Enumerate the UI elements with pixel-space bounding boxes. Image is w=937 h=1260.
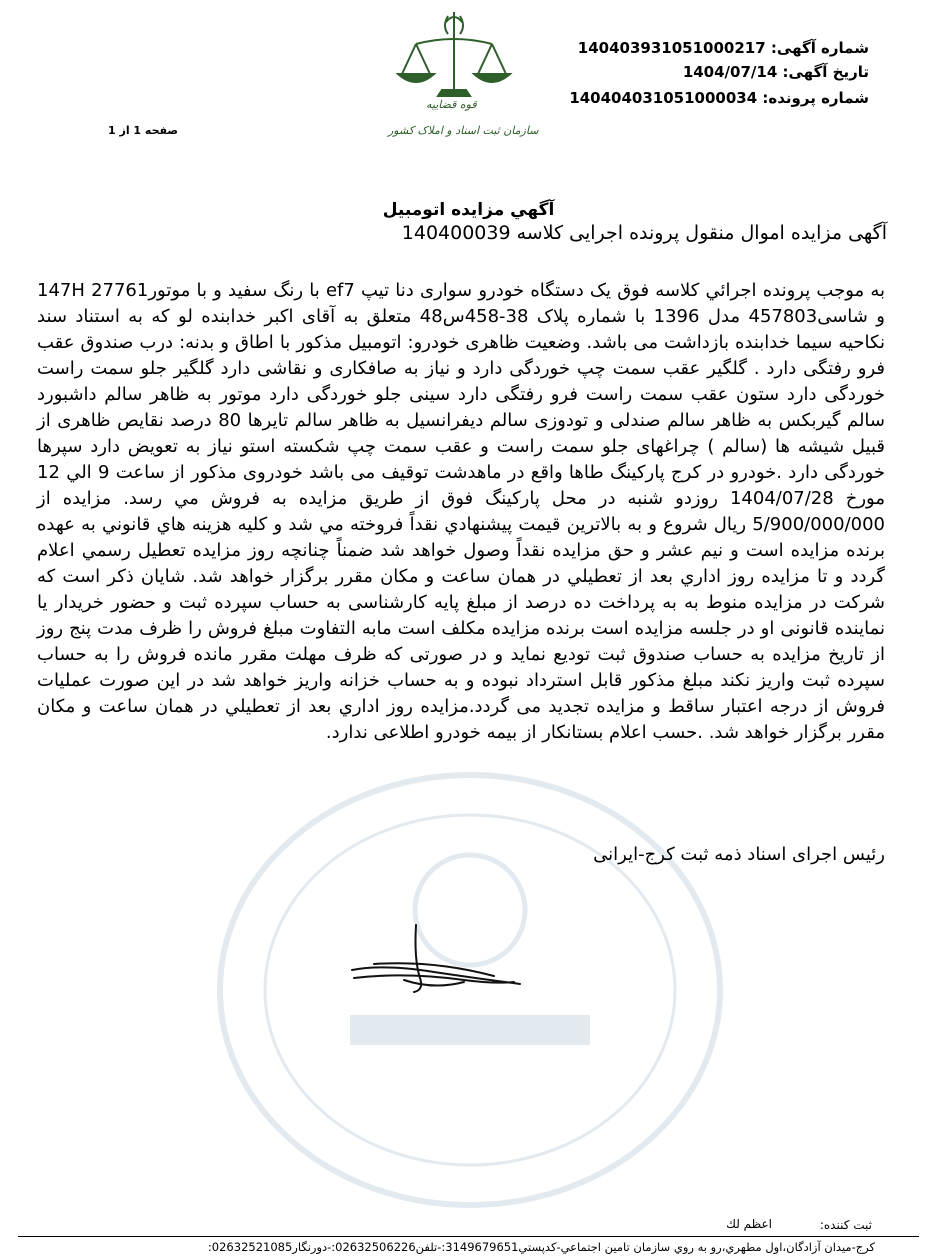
handwritten-signature-icon <box>344 920 524 1020</box>
emblem-caption-judiciary: قوه قضاییه <box>426 98 477 111</box>
emblem-caption-registry: سازمان ثبت اسناد و املاک کشور <box>388 124 539 137</box>
case-number: شماره پرونده: 14040403105100003​4 <box>569 89 869 107</box>
document-title: آگهي مزايده اتومبيل <box>382 200 555 220</box>
signatory-title: رئيس اجرای اسناد ذمه ثبت کرج-ايرانی <box>593 844 885 865</box>
footer-address: کرج-ميدان آزادگان،اول مطهري،رو به روي سازمان تامين اجتماعي-کدپستي3149679651:-تلفن02632506226:-دورنگار02632521085: <box>207 1240 875 1254</box>
registrar-label: ثبت کننده: <box>819 1218 872 1232</box>
ad-number: شماره آگهی: 14040393105100021​7 <box>577 39 869 57</box>
auction-body-text: به موجب پرونده اجرائي کلاسه فوق يک دستگاه خودرو سواری دنا تيپ ef7 با رنگ سفيد و با موتور147H 27761 و شاسی457803 مدل 1396 با شماره پلاک 38-458س48 متعلق به آقای اکبر خدابنده لو که به استناد سند نکاحيه سيما خدابنده بازداشت می باشد. وضعيت ظاهری خودرو: اتومبيل مذکور با اطاق و بدنه: درب صندوق عقب فرو رفتگی دارد . گلگير عقب سمت چپ خوردگی دارد و نياز به صافکاری و نقاشی دارد گلگير جلو سمت راست خوردگی دارد ستون عقب سمت راست فرو رفتگی دارد سينی جلو خوردگی دارد موتور به ظاهر سالم داشبورد سالم گيربکس به ظاهر سالم صندلی و تودوزی سالم ديفرانسيل به ظاهر سالم تايرها 80 درصد نقايص ظاهری از قبيل شيشه ها (سالم ) چراغهای جلو سمت راست و عقب سمت چپ شکسته استو نياز به تعويض دارد سپرها خوردگی دارد .خودرو در کرج پارکينگ طاها واقع در ماهدشت توقيف می باشد خودروی مذکور از ساعت 9 الي 12 مورخ 1404/07/28 روزدو شنبه در محل پارکينگ فوق از طريق مزايده به فروش مي رسد. مزايده از 5/900/000/000 ريال شروع و به بالاترين قيمت پيشنهادي نقداً فروخته مي شد و کليه هزينه هاي قانوني به عهده برنده مزايده است و نيم عشر و حق مزايده نقداً وصول خواهد شد ضمناً چنانچه روز مزايده تعطيل رسمي اعلام گردد و تا مزايده روز اداري بعد از تعطيلي در همان ساعت و مکان مقرر برگزار خواهد شد. شايان ذکر است که شرکت در مزايده منوط به به پرداخت ده درصد از مبلغ پايه کارشناسی به حساب سپرده ثبت و حضور خريدار يا نماينده قانونی او در جلسه مزايده است برنده مزايده مکلف است مابه التفاوت مبلغ فروش را ظرف مدت پنج روز از تاريخ مزايده به حساب صندوق ثبت توديع نمايد و در صورتی که ظرف مهلت مقرر مانده فروش را به حساب سپرده ثبت واريز نکند مبلغ مذکور قابل استرداد نبوده و به حساب خزانه واريز خواهد شد در اين صورت عمليات فروش از درجه اعتبار ساقط و مزايده تجديد می گردد.مزايده روز اداري بعد از تعطيلي در همان ساعت و مکان مقرر برگزار خواهد شد. .حسب اعلام بستانکار از بيمه خودرو اطلاعی ندارد. <box>37 280 885 743</box>
footer-divider <box>18 1236 919 1237</box>
registrar-name: اعظم لك <box>726 1217 772 1231</box>
ad-date: تاریخ آگهی: 1404/07/14 <box>682 63 869 81</box>
page-number: صفحه 1 از 1 <box>108 124 179 137</box>
document-subtitle: آگهی مزایده اموال منقول پرونده اجرایی کلاسه 140400039 <box>401 222 887 244</box>
